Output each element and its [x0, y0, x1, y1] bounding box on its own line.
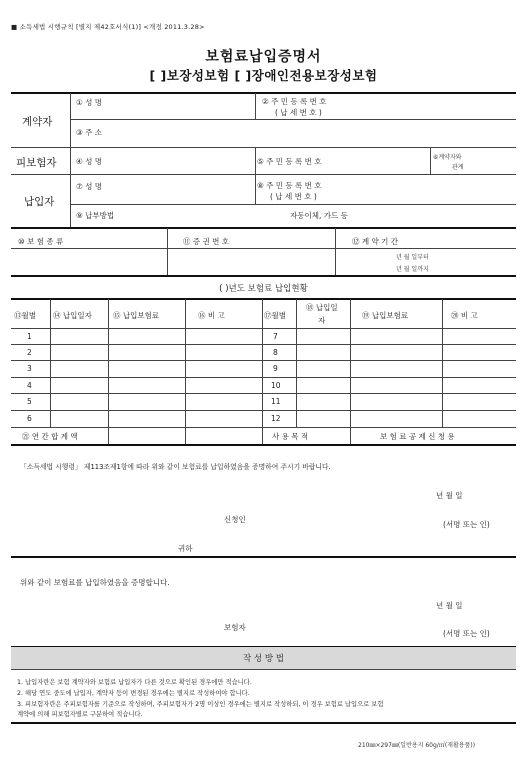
payment-method-label: ⑨ 납부방법 [76, 211, 115, 220]
period-from: 년 월 일부터 [396, 254, 429, 261]
rule [185, 299, 186, 444]
applicant-sign: (서명 또는 인) [443, 520, 490, 529]
rule [11, 360, 516, 361]
usage-purpose-value: 보 험 료 공 제 신 청 용 [380, 432, 455, 441]
contract-period-label: ⑫ 계 약 기 간 [352, 237, 399, 246]
col-pay-date-2: ⑱ 납입일 [306, 303, 338, 312]
instructions-title: 작 성 방 법 [243, 654, 284, 664]
section-contractor: 계약자 [22, 116, 53, 128]
col-pay-date-2b: 자 [318, 316, 326, 325]
form-header: ■ 소득세법 시행규칙 [별지 제42호서식(1)] <개정 2011.3.28> [11, 23, 205, 31]
applicant-label: 신청인 [224, 515, 246, 524]
col-pay-amount-2: ⑲ 납입보험료 [362, 311, 409, 320]
month-cell: 12 [271, 414, 281, 423]
payment-method-value: 자동이체, 가드 등 [290, 211, 348, 220]
request-text: 「소득세법 시행령」 제113조제1항에 따라 위와 같이 보험료를 납입하였음을 증명하여 주시기 바랍니다. [20, 463, 331, 471]
insurer-label: 보험자 [224, 623, 246, 632]
month-cell: 3 [27, 364, 32, 373]
contractor-address-label: ③ 주 소 [76, 128, 102, 137]
period-to: 년 월 일까지 [396, 266, 429, 273]
rule [11, 444, 516, 446]
rule [11, 410, 516, 411]
insured-relation-label: ⑥계약자와 [433, 154, 462, 161]
rule [11, 328, 516, 329]
rule [11, 377, 516, 378]
col-note: ⑯ 비 고 [198, 311, 225, 320]
form-title: 보험료납입증명서 [205, 49, 322, 65]
rule [11, 147, 516, 148]
contractor-id-sub: ( 납 세 번 호 ) [275, 108, 322, 117]
instruction-item: 1. 납입자란은 보험 계약자와 보험료 납입자가 다른 것으로 확인된 경우에만 적습니다. [17, 679, 252, 686]
rule [108, 299, 109, 444]
col-pay-amount: ⑮ 납입보험료 [113, 311, 160, 320]
rule [70, 204, 516, 205]
rule [255, 93, 256, 119]
policy-number-label: ⑪ 증 권 번 호 [183, 237, 230, 246]
rule [11, 275, 516, 277]
request-date: 년 월 일 [436, 491, 463, 500]
month-cell: 4 [27, 381, 32, 390]
certify-text: 위와 같이 보험료를 납입하였음을 증명합니다. [20, 578, 170, 587]
rule [350, 299, 351, 444]
rule [11, 556, 516, 558]
insured-id-label: ⑤ 주 민 등 록 번 호 [257, 157, 322, 166]
block-label-divider [70, 93, 71, 227]
yearly-payment-title: ( )년도 보험료 납입현황 [219, 284, 308, 294]
rule [11, 344, 516, 345]
certify-date: 년 월 일 [436, 601, 463, 610]
section-payer: 납입자 [24, 196, 55, 208]
rule [11, 393, 516, 394]
month-cell: 8 [273, 348, 278, 357]
month-cell: 7 [273, 332, 278, 341]
rule [167, 228, 168, 275]
rule [70, 119, 516, 120]
rule [11, 174, 516, 175]
payer-id-sub: ( 납 세 번 호 ) [270, 192, 317, 201]
col-month-2: ⑰월별 [264, 311, 286, 320]
col-note-2: ⑳ 비 고 [451, 311, 478, 320]
payer-name-label: ⑦ 성 명 [76, 182, 102, 191]
month-cell: 1 [27, 332, 32, 341]
instruction-item: 2. 해당 연도 중도에 납입자, 계약자 등이 변경된 경우에는 별지로 작성하여야 합니다. [17, 690, 250, 697]
instruction-item: 계약에 의해 피보험자별로 구분하여 적습니다. [17, 711, 143, 718]
month-cell: 9 [273, 364, 278, 373]
rule [50, 299, 51, 427]
section-insured: 피보험자 [16, 157, 57, 169]
insurer-sign: (서명 또는 인) [443, 629, 490, 638]
insured-relation-label-2: 관계 [452, 164, 464, 171]
rule [11, 248, 516, 249]
rule [11, 427, 516, 428]
form-subtitle: [ ]보장성보험 [ ]장애인전용보장성보험 [149, 68, 378, 83]
rule [335, 228, 336, 275]
paper-spec: 210㎜×297㎜(일반용지 60g/㎡(재활용품)) [358, 742, 476, 749]
col-pay-date: ⑭ 납입일자 [53, 311, 92, 320]
rule [11, 669, 516, 670]
block-bottom-border [11, 227, 516, 229]
addressee-label: 귀하 [178, 544, 193, 553]
rule [442, 299, 443, 427]
month-cell: 10 [271, 381, 281, 390]
block-top-border [11, 92, 516, 94]
month-cell: 11 [271, 397, 281, 406]
month-cell: 6 [27, 414, 32, 423]
col-month: ⑬월별 [14, 311, 36, 320]
rule [255, 148, 256, 204]
insured-name-label: ④ 성 명 [76, 157, 102, 166]
insurance-type-label: ⑩ 보 험 종 류 [18, 237, 64, 246]
month-cell: 5 [27, 397, 32, 406]
contractor-name-label: ① 성 명 [76, 98, 102, 107]
rule [430, 148, 431, 174]
instruction-item: 3. 피보험자란은 주피보험자를 기준으로 작성하며, 주피보험자가 2명 이상인 경우에는 별지로 작성하되, 이 경우 보험료 납입으로 보험 [17, 701, 384, 708]
annual-total-label: ㉑ 연 간 합 계 액 [22, 432, 78, 441]
rule [296, 299, 297, 427]
contractor-id-label: ② 주 민 등 록 번 호 [262, 97, 327, 106]
usage-purpose-label: 사 용 목 적 [272, 432, 309, 441]
payer-id-label: ⑧ 주 민 등 록 번 호 [257, 181, 322, 190]
month-cell: 2 [27, 348, 32, 357]
rule [262, 299, 263, 444]
rule [11, 722, 516, 724]
rule [11, 298, 516, 300]
